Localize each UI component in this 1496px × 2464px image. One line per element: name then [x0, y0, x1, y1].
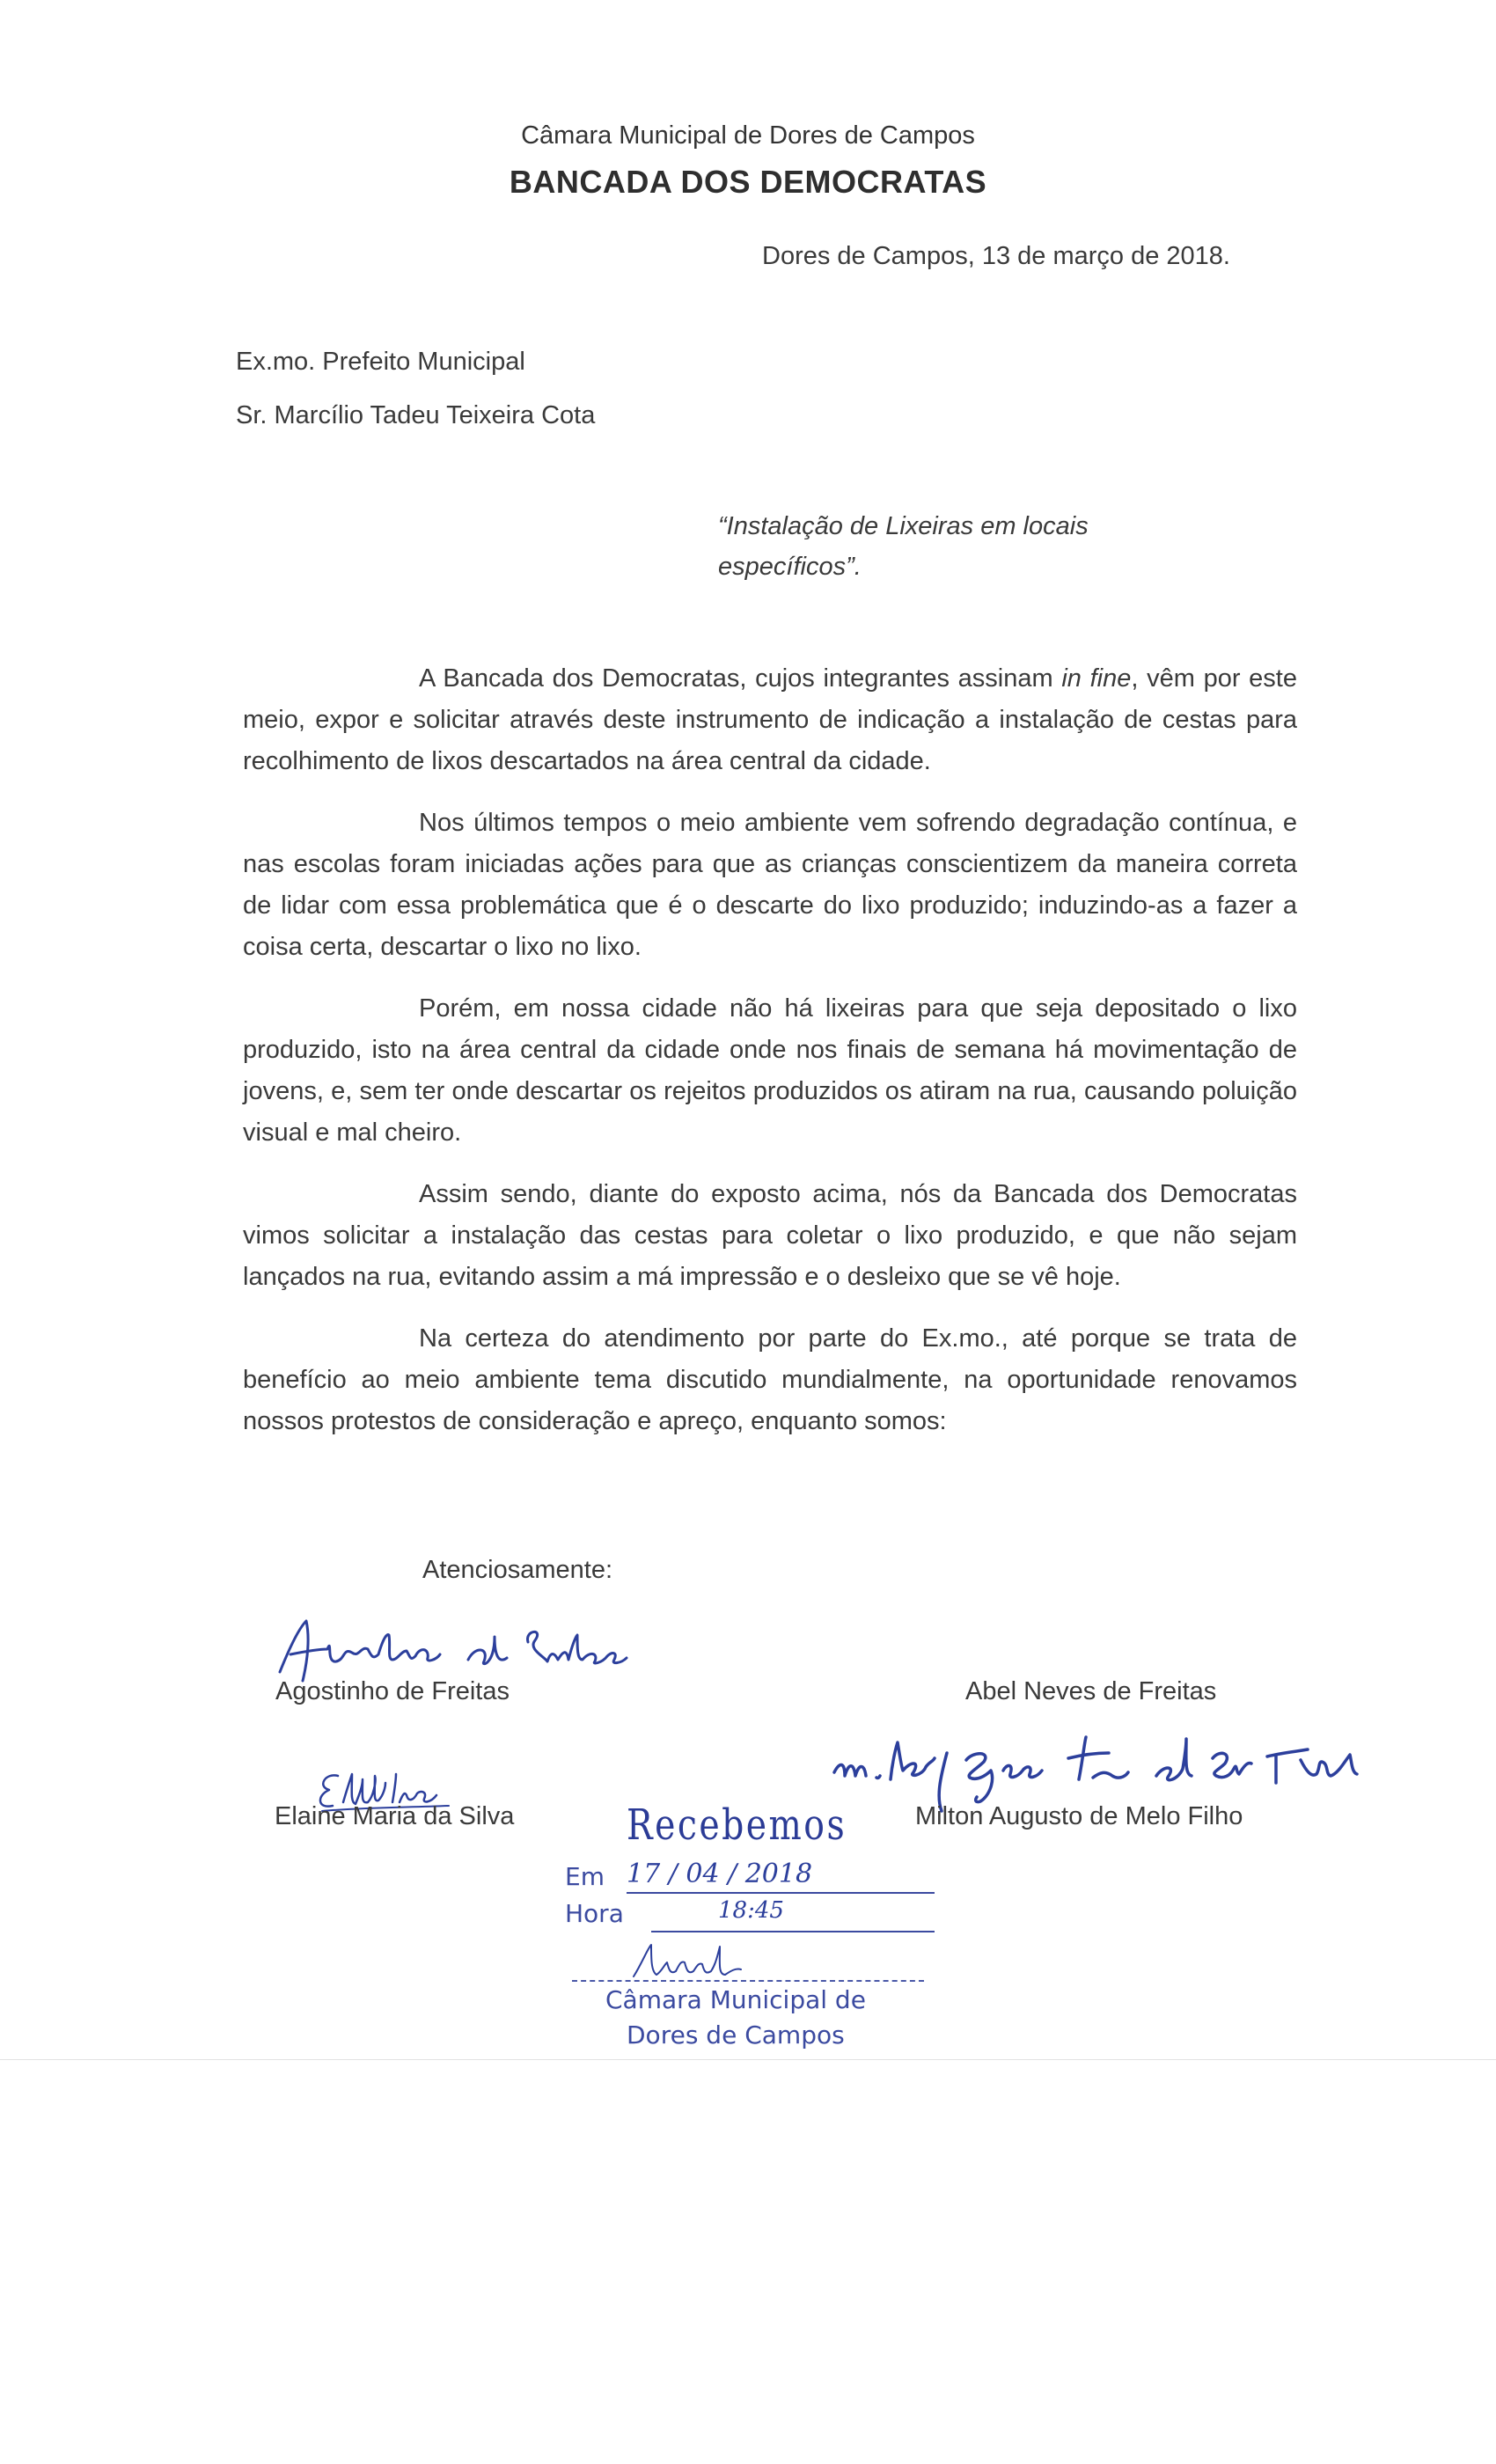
latin-term: in fine — [1061, 664, 1132, 693]
addressee-title: Ex.mo. Prefeito Municipal — [236, 348, 525, 376]
stamp-org-line1: Câmara Municipal de — [605, 1985, 866, 2014]
paragraph-3: Porém, em nossa cidade não há lixeiras para que seja depositado o lixo produzido, isto na área central da cidade onde nos finais de semana há movimentação de jovens, e, sem ter onde descartar os rejeitos produzidos os atiram na rua, causando poluição visual e mal cheiro. — [243, 994, 1297, 1147]
stamp-hora-label: Hora — [565, 1899, 624, 1928]
stamp-org-line2: Dores de Campos — [627, 2020, 845, 2050]
paragraph-2: Nos últimos tempos o meio ambiente vem sofrendo degradação contínua, e nas escolas foram iniciadas ações para que as crianças conscientizem da maneira correta de lidar com essa problemática que é o descarte do lixo produzido; induzindo-as a fazer a coisa certa, descartar o lixo no lixo. — [243, 809, 1297, 961]
letter-body — [243, 658, 1297, 1463]
paragraph-1: A Bancada dos Democratas, cujos integrantes assinam in fine, vêm por este meio, expor e solicitar através deste instrumento de indicação a instalação de cestas para recolhimento de lixos descartados na área central da cidade. — [243, 664, 1297, 775]
signatory-name-4: Milton Augusto de Melo Filho — [915, 1802, 1243, 1830]
paragraph-4: Assim sendo, diante do exposto acima, nós da Bancada dos Democratas vimos solicitar a instalação das cestas para coletar o lixo produzido, e que não sejam lançados na rua, evitando assim a má impressão e o desleixo que se vê hoje. — [243, 1180, 1297, 1291]
signatory-name-3: Elaine Maria da Silva — [275, 1802, 515, 1830]
stamp-hora-underline — [651, 1931, 935, 1932]
stamp-em-underline — [627, 1892, 935, 1894]
signatory-name-1: Agostinho de Freitas — [275, 1677, 510, 1705]
party-name: BANCADA DOS DEMOCRATAS — [509, 164, 987, 200]
subject-line: “Instalação de Lixeiras em locais específicos”. — [718, 512, 1089, 582]
stamp-em-value: 17 / 04 / 2018 — [627, 1859, 813, 1889]
stamp-em-label: Em — [565, 1862, 605, 1891]
date-line: Dores de Campos, 13 de março de 2018. — [762, 242, 1230, 270]
paragraph-5: Na certeza do atendimento por parte do Ex.mo., até porque se trata de benefício ao meio ambiente tema discutido mundialmente, na oportunidade renovamos nossos protestos de consideração e apreço, enquanto somos: — [243, 1324, 1297, 1435]
stamp-signature-line — [572, 1980, 924, 1982]
stamp-title: Recebemos — [627, 1800, 847, 1850]
institution-name: Câmara Municipal de Dores de Campos — [521, 121, 975, 150]
addressee-name: Sr. Marcílio Tadeu Teixeira Cota — [236, 401, 596, 429]
page-bottom-rule — [0, 2059, 1496, 2060]
stamp-hora-value: 18:45 — [718, 1897, 784, 1924]
signatory-name-2: Abel Neves de Freitas — [965, 1677, 1217, 1705]
closing-salutation: Atenciosamente: — [422, 1556, 613, 1584]
